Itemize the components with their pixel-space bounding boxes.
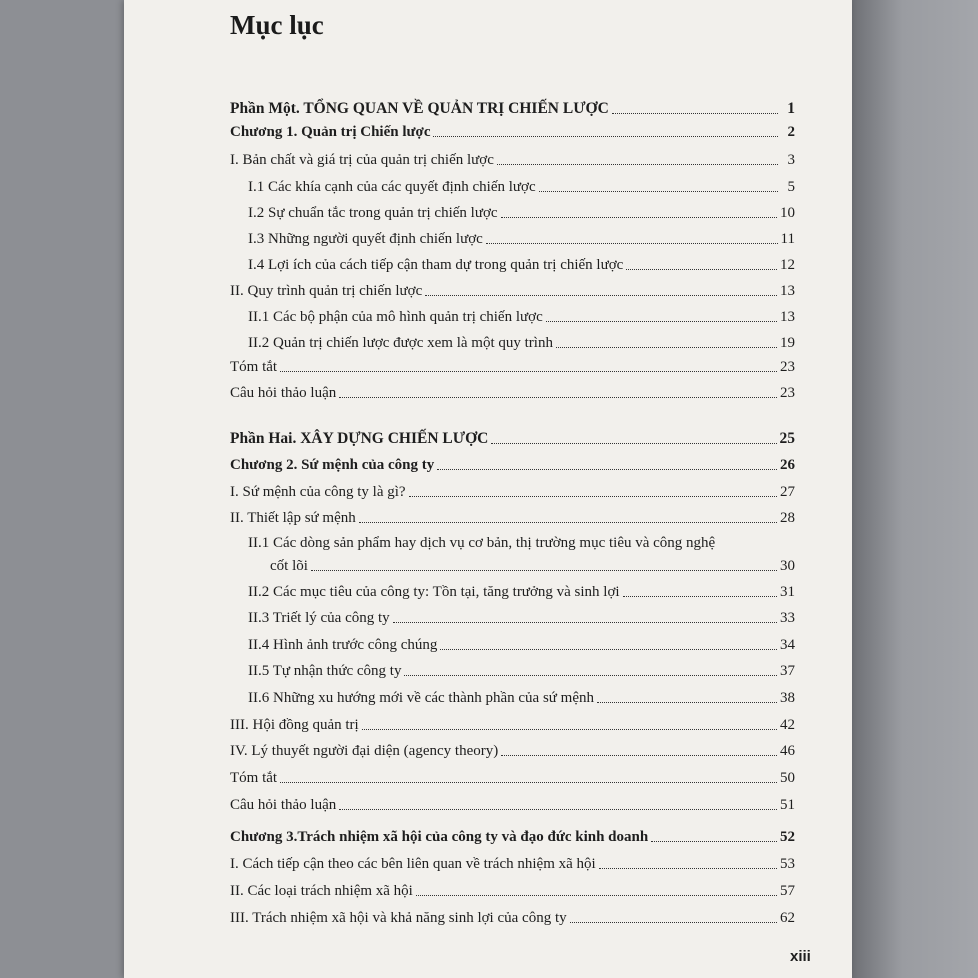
toc-entry[interactable]: Tóm tắt 50 — [230, 770, 795, 786]
toc-entry[interactable]: II.6 Những xu hướng mới về các thành phần của sứ mệnh 38 — [248, 690, 795, 706]
toc-entry[interactable]: II. Quy trình quản trị chiến lược 13 — [230, 283, 795, 299]
toc-entry-line1[interactable]: II.1 Các dòng sản phẩm hay dịch vụ cơ bản, thị trường mục tiêu và công nghệ — [248, 535, 716, 551]
toc-entry[interactable]: Câu hỏi thảo luận 51 — [230, 797, 795, 813]
toc-entry[interactable]: I.1 Các khía cạnh của các quyết định chiến lược 5 — [248, 179, 795, 195]
toc-entry[interactable]: IV. Lý thuyết người đại diện (agency theory) 46 — [230, 743, 795, 759]
toc-part-1[interactable]: Phần Một. TỔNG QUAN VỀ QUẢN TRỊ CHIẾN LƯỢC 1 — [230, 100, 795, 117]
page-number: xiii — [790, 948, 811, 965]
book-page — [124, 0, 852, 978]
toc-entry-line2[interactable]: cốt lõi 30 — [270, 558, 795, 574]
toc-entry[interactable]: II.5 Tự nhận thức công ty 37 — [248, 663, 795, 679]
toc-entry[interactable]: I. Bản chất và giá trị của quản trị chiến lược 3 — [230, 152, 795, 168]
toc-entry[interactable]: I. Cách tiếp cận theo các bên liên quan về trách nhiệm xã hội 53 — [230, 856, 795, 872]
toc-entry[interactable]: II. Thiết lập sứ mệnh 28 — [230, 510, 795, 526]
toc-entry[interactable]: I. Sứ mệnh của công ty là gì? 27 — [230, 484, 795, 500]
page-edge-background — [852, 0, 978, 978]
toc-chapter-1[interactable]: Chương 1. Quản trị Chiến lược 2 — [230, 124, 795, 140]
toc-entry[interactable]: II.2 Quản trị chiến lược được xem là một quy trình 19 — [248, 335, 795, 351]
toc-entry[interactable]: II.3 Triết lý của công ty 33 — [248, 610, 795, 626]
toc-entry[interactable]: II. Các loại trách nhiệm xã hội 57 — [230, 883, 795, 899]
toc-chapter-3[interactable]: Chương 3.Trách nhiệm xã hội của công ty và đạo đức kinh doanh 52 — [230, 829, 795, 845]
toc-chapter-2[interactable]: Chương 2. Sứ mệnh của công ty 26 — [230, 457, 795, 473]
toc-entry[interactable]: I.3 Những người quyết định chiến lược 11 — [248, 231, 795, 247]
toc-entry[interactable]: II.4 Hình ảnh trước công chúng 34 — [248, 637, 795, 653]
toc-entry[interactable]: II.2 Các mục tiêu của công ty: Tồn tại, tăng trưởng và sinh lợi 31 — [248, 584, 795, 600]
toc-entry[interactable]: Câu hỏi thảo luận 23 — [230, 385, 795, 401]
toc-entry[interactable]: III. Trách nhiệm xã hội và khả năng sinh lợi của công ty 62 — [230, 910, 795, 926]
page-title: Mục lục — [230, 10, 324, 40]
toc-part-2[interactable]: Phần Hai. XÂY DỰNG CHIẾN LƯỢC 25 — [230, 430, 795, 447]
toc-entry[interactable]: II.1 Các bộ phận của mô hình quản trị chiến lược 13 — [248, 309, 795, 325]
toc-entry[interactable]: III. Hội đồng quản trị 42 — [230, 717, 795, 733]
toc-entry[interactable]: I.2 Sự chuẩn tắc trong quản trị chiến lược 10 — [248, 205, 795, 221]
toc-entry[interactable]: I.4 Lợi ích của cách tiếp cận tham dự trong quản trị chiến lược 12 — [248, 257, 795, 273]
toc-entry[interactable]: Tóm tắt 23 — [230, 359, 795, 375]
